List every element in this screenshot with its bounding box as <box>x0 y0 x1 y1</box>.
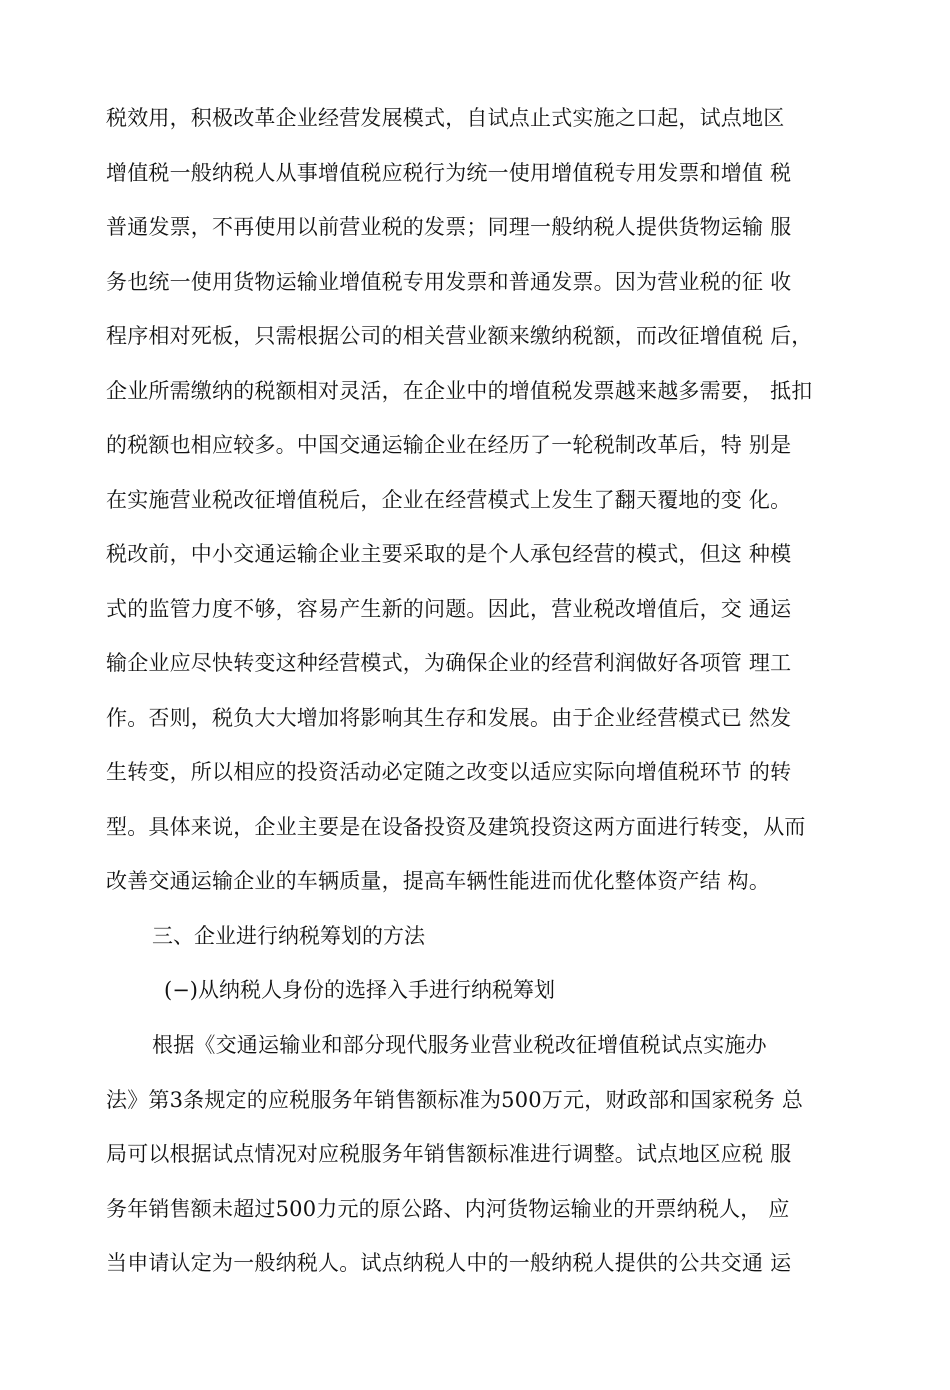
body-text-line: 作。否则，税负大大增加将影响其生存和发展。由于企业经营模式已 然发 <box>106 706 792 730</box>
body-text-line: 税效用，积极改革企业经营发展模式，自试点止式实施之口起，试点地区 <box>106 106 785 130</box>
body-text-line: 改善交通运输企业的车辆质量，提高车辆性能进而优化整体资产结 构。 <box>106 869 771 893</box>
body-text-line: 法》第3条规定的应税服务年销售额标准为500万元，财政部和国家税务 总 <box>106 1088 804 1112</box>
body-text-line: 普通发票，不再使用以前营业税的发票；同理一般纳税人提供货物运输 服 <box>106 215 792 239</box>
body-text-line: 式的监管力度不够，容易产生新的问题。因此，营业税改增值后，交 通运 <box>106 597 792 621</box>
body-text-line: 务也统一使用货物运输业增值税专用发票和普通发票。因为营业税的征 收 <box>106 270 792 294</box>
body-text-line: 局可以根据试点情况对应税服务年销售额标准进行调整。试点地区应税 服 <box>106 1142 792 1166</box>
section-heading: 三、企业进行纳税筹划的方法 <box>152 924 425 948</box>
body-text-line: 生转变，所以相应的投资活动必定随之改变以适应实际向增值税环节 的转 <box>106 760 792 784</box>
body-text-line: 输企业应尽快转变这种经营模式，为确保企业的经营利润做好各项管 理工 <box>106 651 792 675</box>
body-text-line: 增值税一般纳税人从事增值税应税行为统一使用增值税专用发票和增值 税 <box>106 161 792 185</box>
body-text-line: 程序相对死板，只需根据公司的相关营业额来缴纳税额，而改征增值税 后， <box>106 324 813 348</box>
body-text-line: 在实施营业税改征增值税后，企业在经营模式上发生了翻天覆地的变 化。 <box>106 488 792 512</box>
body-text-line: 税改前，中小交通运输企业主要采取的是个人承包经营的模式，但这 种模 <box>106 542 792 566</box>
body-text-line: 当申请认定为一般纳税人。试点纳税人中的一般纳税人提供的公共交通 运 <box>106 1251 792 1275</box>
body-text-line: 务年销售额未超过500力元的原公路、内河货物运输业的开票纳税人， 应 <box>106 1197 790 1221</box>
body-text-line: 型。具体来说，企业主要是在设备投资及建筑投资这两方面进行转变，从而 <box>106 815 806 839</box>
subsection-heading: (−)从纳税人身份的选择入手进行纳税筹划 <box>164 978 555 1002</box>
body-text-line: 企业所需缴纳的税额相对灵活，在企业中的增值税发票越来越多需要， 抵扣 <box>106 379 813 403</box>
body-text-line: 的税额也相应较多。中国交通运输企业在经历了一轮税制改革后，特 别是 <box>106 433 792 457</box>
body-text-line: 根据《交通运输业和部分现代服务业营业税改征增值税试点实施办 <box>152 1033 767 1057</box>
